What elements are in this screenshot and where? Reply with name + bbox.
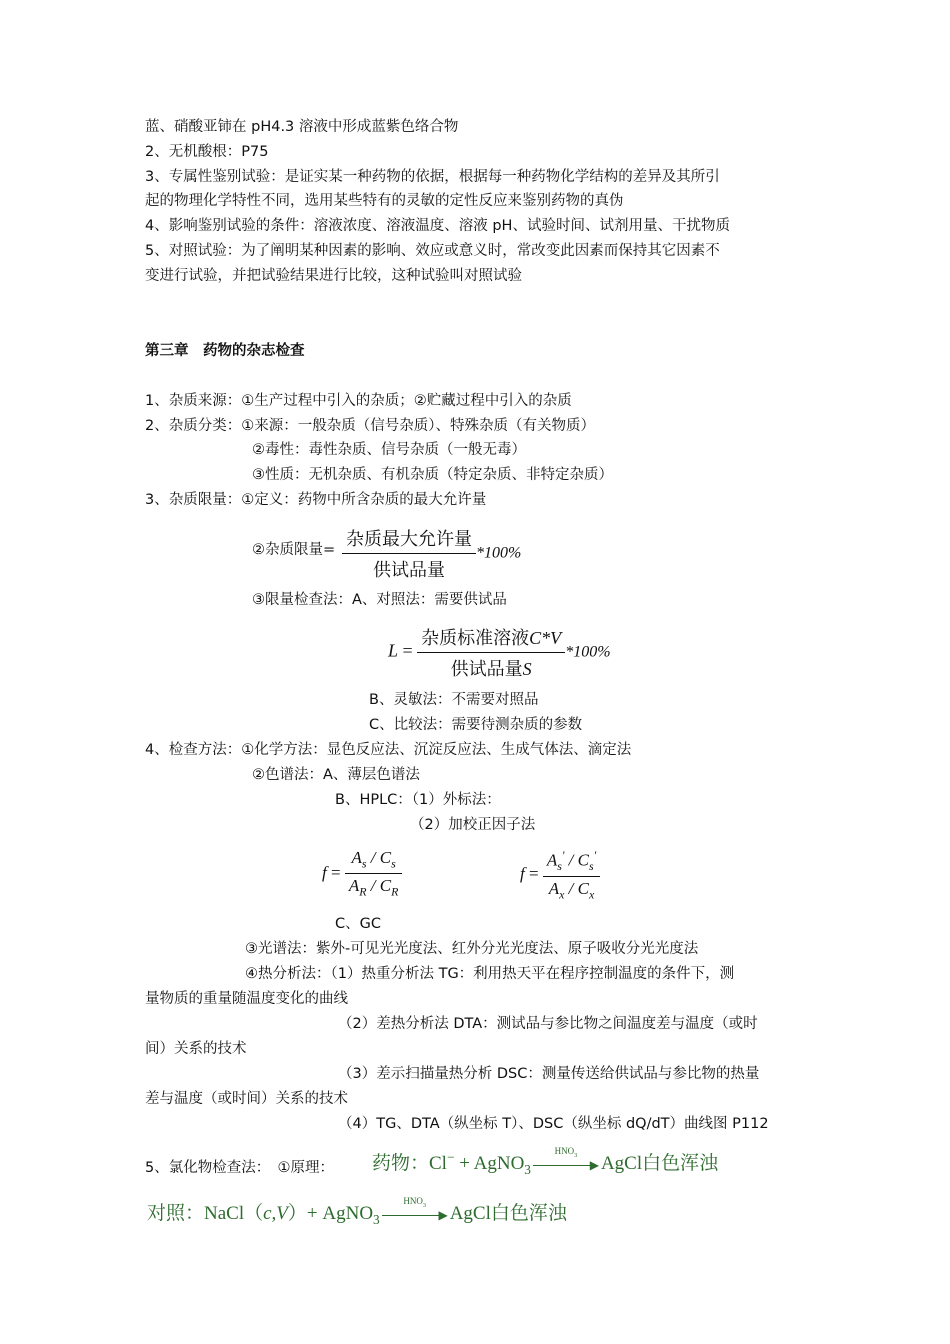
- correction-factor-formula-1: f = $\frac{A_s / C_s}{A_R / C_R}$: [322, 848, 402, 900]
- formula-denominator: 供试品量: [373, 560, 445, 580]
- text-line: （3）差示扫描量热分析 DSC：测量传送给供试品与参比物的热量: [338, 1066, 760, 1082]
- text-line: 1、杂质来源：①生产过程中引入的杂质；②贮藏过程中引入的杂质: [145, 393, 572, 409]
- formula-tail: *100%: [565, 643, 611, 661]
- text-line: ③限量检查法：A、对照法：需要供试品: [252, 592, 507, 608]
- text-line: 量物质的重量随温度变化的曲线: [145, 991, 348, 1007]
- text-line: ②色谱法：A、薄层色谱法: [252, 767, 420, 783]
- text-line: B、HPLC：（1）外标法：: [335, 792, 501, 808]
- reaction-arrow-icon: $HNO_3$ ▶: [533, 1158, 599, 1172]
- text-line: 4、检查方法：①化学方法：显色反应法、沉淀反应法、生成气体法、滴定法: [145, 742, 632, 758]
- formula-lhs: f: [322, 862, 327, 882]
- text-line: 5、氯化物检查法： ①原理：: [145, 1160, 334, 1176]
- text-line: ③性质：无机杂质、有机杂质（特定杂质、非特定杂质）: [252, 467, 613, 483]
- text-line: ③光谱法：紫外-可见光光度法、红外分光光度法、原子吸收分光光度法: [245, 941, 699, 957]
- chapter-title: 第三章 药物的杂志检查: [145, 343, 305, 359]
- impurity-limit-formula: [342, 525, 521, 582]
- formula-numerator: 杂质最大允许量: [342, 525, 476, 554]
- text-line: 2、杂质分类：①来源：一般杂质（信号杂质）、特殊杂质（有关物质）: [145, 418, 595, 434]
- reaction-arrow-icon: $HNO_3$ ▶: [382, 1208, 448, 1222]
- formula-lhs: L: [388, 640, 399, 661]
- text-line: ④热分析法：（1）热重分析法 TG：利用热天平在程序控制温度的条件下，测: [245, 966, 735, 982]
- formula-numerator: 杂质标准溶液: [421, 628, 530, 648]
- formula-numerator-var: C*V: [529, 628, 562, 648]
- text-line: B、灵敏法：不需要对照品: [369, 692, 539, 708]
- text-line: C、比较法：需要待测杂质的参数: [369, 717, 583, 733]
- text-line: 起的物理化学特性不同，选用某些特有的灵敏的定性反应来鉴别药物的真伪: [145, 193, 624, 209]
- formula-denominator: 供试品量: [450, 659, 523, 679]
- correction-factor-formula-2: f = $\frac{A_s' / C_s'}{A_x / C_x}$: [520, 848, 600, 902]
- text-line: 蓝、硝酸亚铈在 pH4.3 溶液中形成蓝紫色络合物: [145, 119, 459, 135]
- text-line: ②毒性：毒性杂质、信号杂质（一般无毒）: [252, 442, 526, 458]
- control-reaction-equation: 对照：NaCl（c,V）+ AgNO$_3$ $HNO_3$ ▶ AgCl白色浑浊: [147, 1195, 567, 1227]
- formula-lhs: f: [520, 864, 525, 884]
- text-line: 间）关系的技术: [145, 1041, 247, 1057]
- text-line: 5、对照试验：为了阐明某种因素的影响、效应或意义时，常改变此因素而保持其它因素不: [145, 243, 720, 259]
- text-line: （4）TG、DTA（纵坐标 T）、DSC（纵坐标 dQ/dT）曲线图 P112: [338, 1116, 769, 1132]
- text-line: （2）差热分析法 DTA：测试品与参比物之间温度差与温度（或时: [338, 1016, 758, 1032]
- text-line: （2）加校正因子法: [410, 817, 536, 833]
- text-line: C、GC: [335, 916, 381, 932]
- chloride-reaction-equation: 药物：Cl− + AgNO$_3$ $HNO_3$ ▶ AgCl白色浑浊: [372, 1145, 719, 1177]
- text-line: 2、无机酸根：P75: [145, 144, 269, 160]
- formula-label: ②杂质限量=: [252, 542, 336, 558]
- text-line: 3、专属性鉴别试验：是证实某一种药物的依据，根据每一种药物化学结构的差异及其所引: [145, 169, 720, 185]
- text-line: 3、杂质限量：①定义：药物中所含杂质的最大允许量: [145, 492, 487, 508]
- formula-denominator-var: S: [522, 659, 532, 679]
- text-line: 差与温度（或时间）关系的技术: [145, 1091, 348, 1107]
- text-line: 4、影响鉴别试验的条件：溶液浓度、溶液温度、溶液 pH、试验时间、试剂用量、干扰物质: [145, 218, 730, 234]
- limit-formula-L: L = $\frac{\text{杂质标准溶液C*V}}{\text{供试品量S}}$ *100%: [388, 624, 611, 681]
- text-line: 变进行试验，并把试验结果进行比较，这种试验叫对照试验: [145, 268, 522, 284]
- formula-tail: *100%: [476, 544, 522, 562]
